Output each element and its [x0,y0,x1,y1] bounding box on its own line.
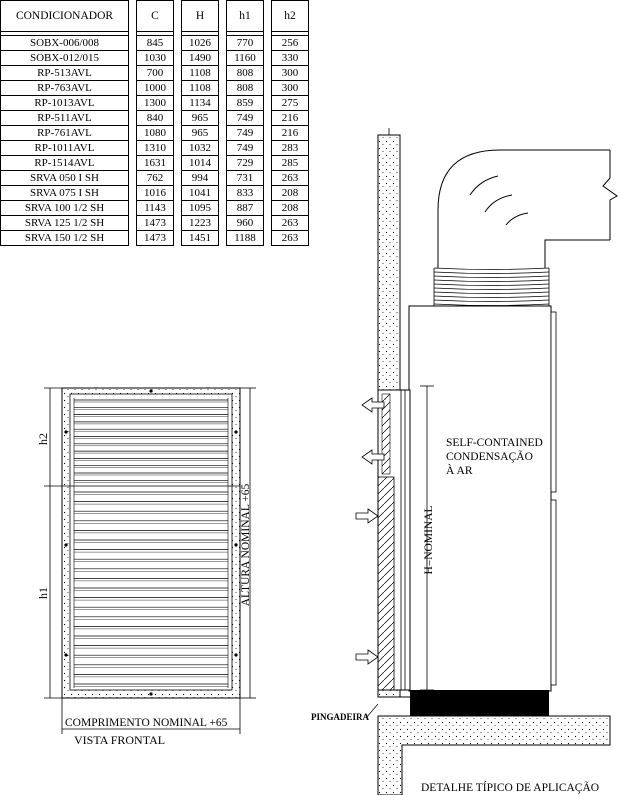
unit-base [410,690,549,716]
dim-h2-label: h2 [36,433,50,445]
front-view [36,388,256,747]
unit-label-line2: CONDENSAÇÃO [446,451,533,463]
model-cell: RP-1011AVL [1,141,129,156]
screw [149,389,152,392]
value-cell: 1041 [182,186,219,201]
value-cell: 1026 [182,36,219,51]
screw [64,430,67,433]
value-cell: 770 [227,36,264,51]
value-cell: 275 [272,96,309,111]
value-cell: 263 [272,231,309,246]
value-cell: 1080 [137,126,174,141]
model-cell: RP-1514AVL [1,156,129,171]
value-cell: 749 [227,126,264,141]
unit-label-line3: À AR [446,465,473,477]
value-cell: 330 [272,51,309,66]
header-condicionador: CONDICIONADOR [1,1,129,32]
dim-height-label: ALTURA NOMINAL +65 [240,483,252,607]
flex-connector [434,268,549,306]
value-cell: 1134 [182,96,219,111]
value-cell: 300 [272,66,309,81]
value-cell: 887 [227,201,264,216]
model-cell: RP-761AVL [1,126,129,141]
value-cell: 1016 [137,186,174,201]
model-cell: RP-763AVL [1,81,129,96]
value-cell: 216 [272,111,309,126]
value-cell: 263 [272,216,309,231]
value-cell: 1490 [182,51,219,66]
drip-label: PINGADEIRA [311,712,370,722]
value-cell: 965 [182,111,219,126]
value-cell: 833 [227,186,264,201]
value-cell: 845 [137,36,174,51]
model-cell: RP-1013AVL [1,96,129,111]
value-cell: 263 [272,171,309,186]
value-cell: 960 [227,216,264,231]
model-cell: SRVA 075 I SH [1,186,129,201]
value-cell: 1451 [182,231,219,246]
value-cell: 1631 [137,156,174,171]
front-view-title: VISTA FRONTAL [74,733,166,747]
value-cell: 1108 [182,66,219,81]
model-cell: SOBX-012/015 [1,51,129,66]
value-cell: 208 [272,201,309,216]
value-cell: 208 [272,186,309,201]
screw [64,653,67,656]
value-cell: 1160 [227,51,264,66]
detail-title: DETALHE TÍPICO DE APLICAÇÃO [421,782,600,794]
value-cell: 859 [227,96,264,111]
header-h1: h1 [227,1,264,32]
value-cell: 1030 [137,51,174,66]
air-duct [438,150,617,268]
value-cell: 729 [227,156,264,171]
value-cell: 1095 [182,201,219,216]
unit-label-line1: SELF-CONTAINED [446,437,543,449]
value-cell: 1310 [137,141,174,156]
dim-width-label: COMPRIMENTO NOMINAL +65 [65,717,228,729]
model-cell: SRVA 100 1/2 SH [1,201,129,216]
value-cell: 808 [227,66,264,81]
value-cell: 1108 [182,81,219,96]
value-cell: 1473 [137,216,174,231]
value-cell: 285 [272,156,309,171]
value-cell: 1143 [137,201,174,216]
screw [234,653,237,656]
model-cell: SRVA 125 1/2 SH [1,216,129,231]
model-cell: SOBX-006/008 [1,36,129,51]
value-cell: 749 [227,111,264,126]
value-cell: 808 [227,81,264,96]
detail-view [311,128,617,795]
model-cell: RP-511AVL [1,111,129,126]
value-cell: 749 [227,141,264,156]
value-cell: 1032 [182,141,219,156]
screw [64,543,67,546]
value-cell: 965 [182,126,219,141]
value-cell: 256 [272,36,309,51]
screw [234,430,237,433]
value-cell: 1188 [227,231,264,246]
value-cell: 994 [182,171,219,186]
value-cell: 700 [137,66,174,81]
dim-h1-label: h1 [36,587,50,599]
value-cell: 840 [137,111,174,126]
screw [234,543,237,546]
value-cell: 1300 [137,96,174,111]
header-h2: h2 [272,1,309,32]
header-h: H [182,1,219,32]
value-cell: 283 [272,141,309,156]
value-cell: 1223 [182,216,219,231]
value-cell: 731 [227,171,264,186]
value-cell: 300 [272,81,309,96]
value-cell: 762 [137,171,174,186]
value-cell: 1000 [137,81,174,96]
header-c: C [137,1,174,32]
model-cell: RP-513AVL [1,66,129,81]
value-cell: 1014 [182,156,219,171]
model-cell: SRVA 150 1/2 SH [1,231,129,246]
value-cell: 216 [272,126,309,141]
value-cell: 1473 [137,231,174,246]
dim-h-nominal-label: H=NOMINAL [423,505,435,575]
model-cell: SRVA 050 I SH [1,171,129,186]
screw [149,692,152,695]
